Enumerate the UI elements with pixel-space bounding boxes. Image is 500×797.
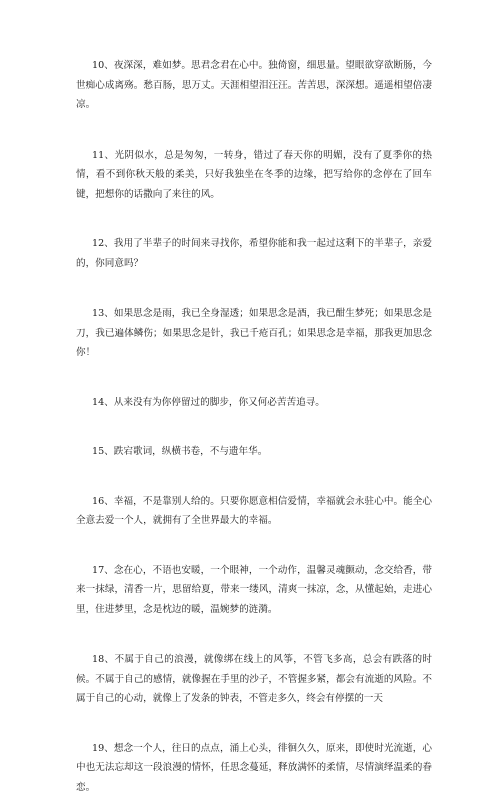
paragraph-10: 10、夜深深，难如梦。思君念君在心中。独倚窗，细思量。望眼欲穿欲断肠，今世痴心成离殇。愁百肠，思万丈。天涯相望泪汪汪。苦苦思，深深想。遥遥相望倍凄凉。 [76, 56, 432, 115]
paragraph-13: 13、如果思念是雨，我已全身湿透；如果思念是酒，我已酣生梦死；如果思念是刀，我已遍体鳞伤；如果思念是针，我已千疮百孔；如果思念是幸福，那我更加思念你！ [76, 304, 432, 363]
paragraph-14: 14、从来没有为你停留过的脚步，你又何必苦苦追寻。 [76, 393, 432, 413]
paragraph-11: 11、光阴似水，总是匆匆，一转身，错过了春天你的明媚，没有了夏季你的热情，看不到你秋天般的柔美，只好我独坐在冬季的边缘，把写给你的念停在了回车键，把想你的话撒向了来往的风。 [76, 146, 432, 205]
paragraph-16: 16、幸福，不是靠别人给的。只要你愿意相信爱情，幸福就会永驻心中。能全心全意去爱一个人，就拥有了全世界最大的幸福。 [76, 492, 432, 531]
paragraph-17: 17、念在心，不语也安暖，一个眼神，一个动作，温馨灵魂颤动，念交给香，带来一抹绿，清香一片，思留给夏，带来一缕风，清爽一抹凉，念，从懂起始，走进心里，住进梦里，念是枕边的暖，温婉梦的涟漪。 [76, 561, 432, 620]
paragraph-19: 19、想念一个人，往日的点点，涌上心头，徘徊久久，原来，即使时光流逝，心中也无法忘却这一段浪漫的情怀，任思念蔓延，释放满怀的柔情，尽情演绎温柔的眷恋。 [76, 739, 432, 797]
paragraph-18: 18、不属于自己的浪漫，就像绑在线上的风筝，不管飞多高，总会有跌落的时候。不属于自己的感情，就像握在手里的沙子，不管握多紧，都会有流逝的风险。不属于自己的心动，就像上了发条的钟表，不管走多久，终会有停摆的一天 [76, 650, 432, 709]
paragraph-12: 12、我用了半辈子的时间来寻找你，希望你能和我一起过这剩下的半辈子，亲爱的，你同意吗？ [76, 234, 432, 273]
paragraph-15: 15、跌宕歌词，纵横书卷，不与遗年华。 [76, 442, 432, 462]
